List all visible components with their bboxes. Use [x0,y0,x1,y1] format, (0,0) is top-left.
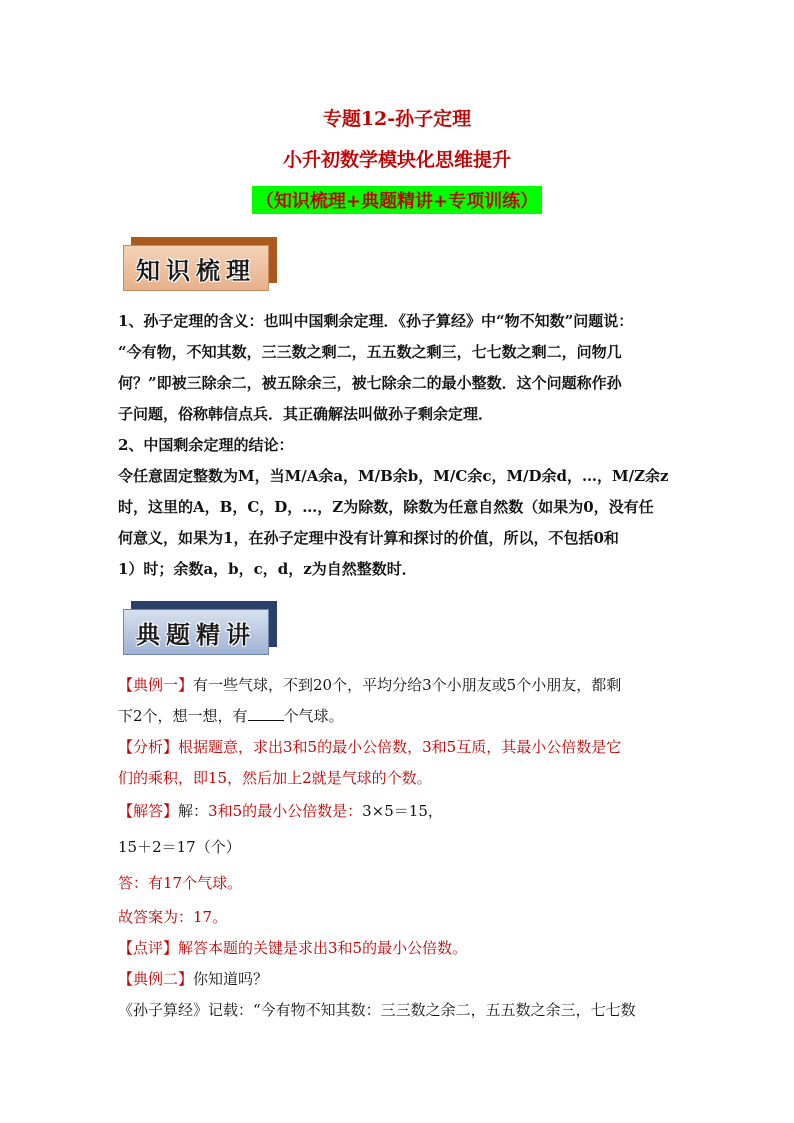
solution-formula: 3×5＝15， [362,802,443,820]
section-title-examples: 典题精讲 [136,619,256,649]
badge-face [123,609,269,655]
section-title-knowledge: 知识梳理 [136,255,256,285]
example1-question-line [118,701,678,732]
example2-text-line: 《孙子算经》记载：“今有物不知其数：三三数之余二，五五数之余三，七七数 [118,1001,636,1019]
example1-q1: 有一些气球，不到20个，平均分给3个小朋友或5个小朋友，都剩 [193,676,622,694]
knowledge-line: 1、孙子定理的含义：也叫中国剩余定理．《孙子算经》中“物不知数”问题说： [118,312,634,330]
doc-title: 专题12-孙子定理 [322,108,472,130]
solution-prefix: 解： [178,802,209,820]
doc-subtitle: 小升初数学模块化思维提升 [282,149,511,171]
solution-tag: 【解答】 [118,802,179,820]
knowledge-line: 2、中国剩余定理的结论： [118,436,294,454]
knowledge-line: 1）时；余数a，b，c，d，z为自然整数时． [118,560,417,578]
comment-text: 解答本题的关键是求出3和5的最小公倍数。 [178,939,468,957]
knowledge-line: 令任意固定整数为M，当M/A余a，M/B余b，M/C余c，M/D余d，…，M/Z余z [118,467,669,485]
example1-analysis-line [118,732,678,763]
example1-analysis-line: 们的乘积，即15，然后加上2就是气球的个数。 [118,769,432,787]
example2-tag: 【典例二】 [118,970,194,988]
example1-final: 故答案为：17。 [118,908,228,926]
example1-q2b: 个气球。 [283,707,344,725]
example1-calc: 15＋2＝17（个） [118,838,241,856]
knowledge-line: 时，这里的A，B，C，D，…，Z为除数，除数为任意自然数（如果为0，没有任 [118,498,654,516]
knowledge-line: 何意义，如果为1，在孙子定理中没有计算和探讨的价值，所以，不包括0和 [118,529,619,547]
answer-blank [248,704,284,721]
example1-question-line [118,670,678,701]
analysis-text: 根据题意，求出3和5的最小公倍数，3和5互质，其最小公倍数是它 [178,738,622,756]
solution-text: 3和5的最小公倍数是： [208,802,363,820]
analysis-tag: 【分析】 [118,738,179,756]
section-badge-examples [123,609,269,655]
example2-question-line [118,964,678,995]
example1-tag: 【典例一】 [118,676,194,694]
knowledge-line: 何？”即被三除余二，被五除余三，被七除余二的最小整数．这个问题称作孙 [118,374,622,392]
example1-comment [118,933,678,964]
example1-q2a: 下2个，想一想，有 [118,707,248,725]
knowledge-line: “今有物，不知其数，三三数之剩二，五五数之剩三，七七数之剩二，问物几 [118,343,622,361]
comment-tag: 【点评】 [118,939,179,957]
knowledge-line: 子问题，俗称韩信点兵．其正确解法叫做孙子剩余定理． [118,405,494,423]
doc-tagline [0,186,794,214]
example1-answer: 答：有17个气球。 [118,874,243,892]
tagline-highlight: （知识梳理+典题精讲+专项训练） [252,186,542,214]
badge-face [123,245,269,291]
example2-q: 你知道吗？ [193,970,269,988]
section-badge-knowledge [123,245,269,291]
example1-solution-line [118,796,678,827]
